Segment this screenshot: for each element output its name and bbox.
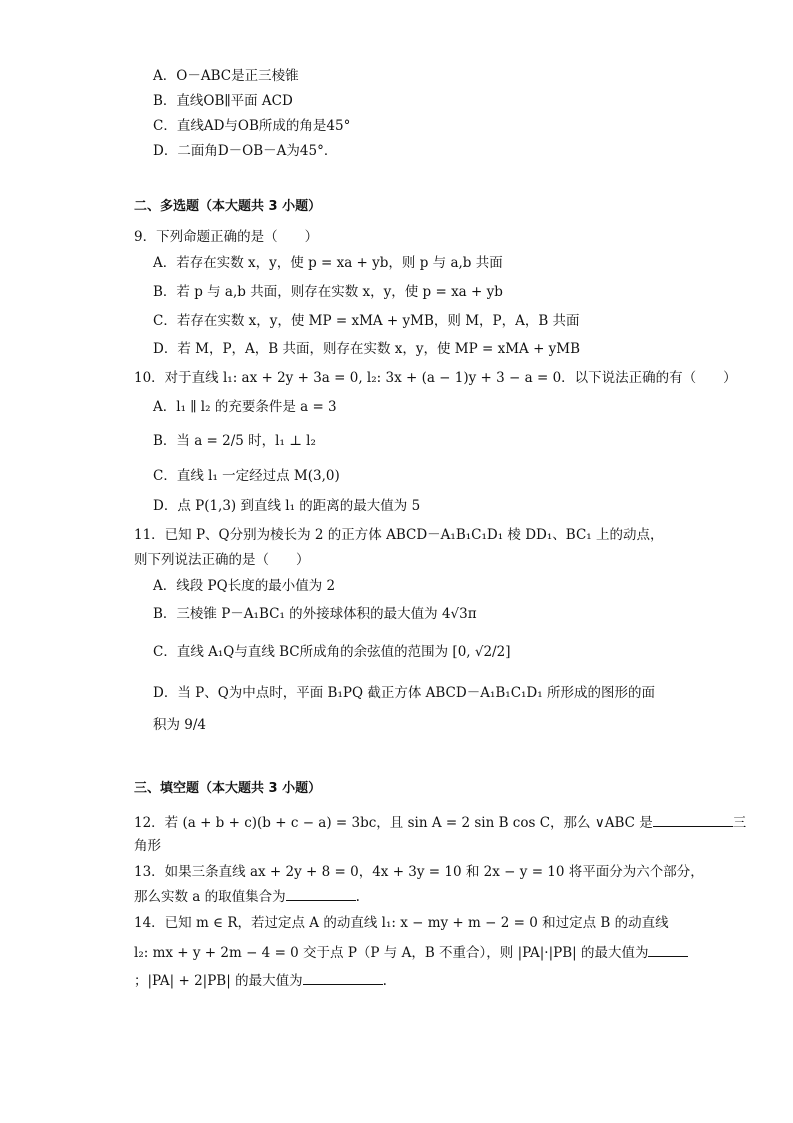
q14-text3: ；|PA| + 2|PB| 的最大值为 [134, 973, 303, 989]
q8-option-d: D．二面角D－OB－A为45°． [153, 143, 338, 159]
q10-option-d: D．点 P(1,3) 到直线 l₁ 的距离的最大值为 5 [153, 498, 421, 514]
section-2-title: 二、多选题（本大题共 3 小题） [134, 199, 322, 214]
q10-option-b: B．当 a = 2/5 时，l₁ ⊥ l₂ [153, 433, 316, 449]
q13-tail: . [355, 889, 360, 905]
q12-tail: 三 [732, 815, 747, 831]
q9-option-c: C．若存在实数 x，y，使 MP = xMA + yMB，则 M，P，A，B 共面 [153, 313, 580, 329]
q11-option-d-line2: 积为 9/4 [153, 717, 207, 733]
q13-line1: 13．如果三条直线 ax + 2y + 8 = 0，4x + 3y = 10 和 2x − y = 10 将平面分为六个部分， [134, 864, 704, 880]
q9-option-a: A．若存在实数 x，y，使 p = xa + yb，则 p 与 a,b 共面 [153, 255, 503, 271]
q14-line3 [134, 970, 387, 991]
q14-answer-blank-1[interactable] [648, 942, 688, 957]
q8-option-a: A．O－ABC是正三棱锥 [153, 68, 299, 84]
q13-line2 [134, 886, 360, 907]
q12-text: 12．若 (a + b + c)(b + c − a) = 3bc，且 sin A = 2 sin B cos C，那么 ∨ABC 是 [134, 815, 653, 831]
q9-option-b: B．若 p 与 a,b 共面，则存在实数 x，y，使 p = xa + yb [153, 284, 503, 300]
q11-option-b: B．三棱锥 P－A₁BC₁ 的外接球体积的最大值为 4√3π [153, 606, 477, 622]
q12-answer-blank[interactable] [653, 812, 733, 827]
section-3-title: 三、填空题（本大题共 3 小题） [134, 781, 322, 796]
q14-line2 [134, 942, 688, 963]
q11-option-c: C．直线 A₁Q与直线 BC所成角的余弦值的范围为 [0, √2/2] [153, 644, 511, 660]
q10-option-a: A．l₁ ∥ l₂ 的充要条件是 a = 3 [153, 399, 337, 415]
q8-option-c: C．直线AD与OB所成的角是45° [153, 118, 351, 134]
q11-option-a: A．线段 PQ长度的最小值为 2 [153, 578, 336, 594]
q10-stem: 10．对于直线 l₁: ax + 2y + 3a = 0, l₂: 3x + (a − 1)y + 3 − a = 0．以下说法正确的有（ ） [134, 370, 737, 386]
q14-answer-blank-2[interactable] [303, 970, 383, 985]
q13-text: 那么实数 a 的取值集合为 [134, 889, 286, 905]
q8-option-b: B．直线OB∥平面 ACD [153, 93, 293, 109]
q11-stem-line1: 11．已知 P、Q分别为棱长为 2 的正方体 ABCD－A₁B₁C₁D₁ 棱 DD₁、BC₁ 上的动点， [134, 527, 664, 543]
q10-option-c: C．直线 l₁ 一定经过点 M(3,0) [153, 468, 340, 484]
q9-stem: 9．下列命题正确的是（ ） [134, 229, 319, 245]
q12-line2: 角形 [134, 838, 161, 854]
q11-stem-line2: 则下列说法正确的是（ ） [134, 552, 310, 568]
q12-line1 [134, 812, 746, 833]
q11-option-d-line1: D．当 P、Q为中点时，平面 B₁PQ 截正方体 ABCD－A₁B₁C₁D₁ 所形成的图形的面 [153, 685, 655, 701]
q14-text2: l₂: mx + y + 2m − 4 = 0 交于点 P（P 与 A，B 不重合），则 |PA|·|PB| 的最大值为 [134, 945, 649, 961]
q14-tail: . [382, 973, 387, 989]
q9-option-d: D．若 M，P，A，B 共面，则存在实数 x，y，使 MP = xMA + yMB [153, 341, 581, 357]
q14-line1: 14．已知 m ∈ R，若过定点 A 的动直线 l₁: x − my + m − 2 = 0 和过定点 B 的动直线 [134, 915, 669, 931]
q13-answer-blank[interactable] [286, 886, 356, 901]
